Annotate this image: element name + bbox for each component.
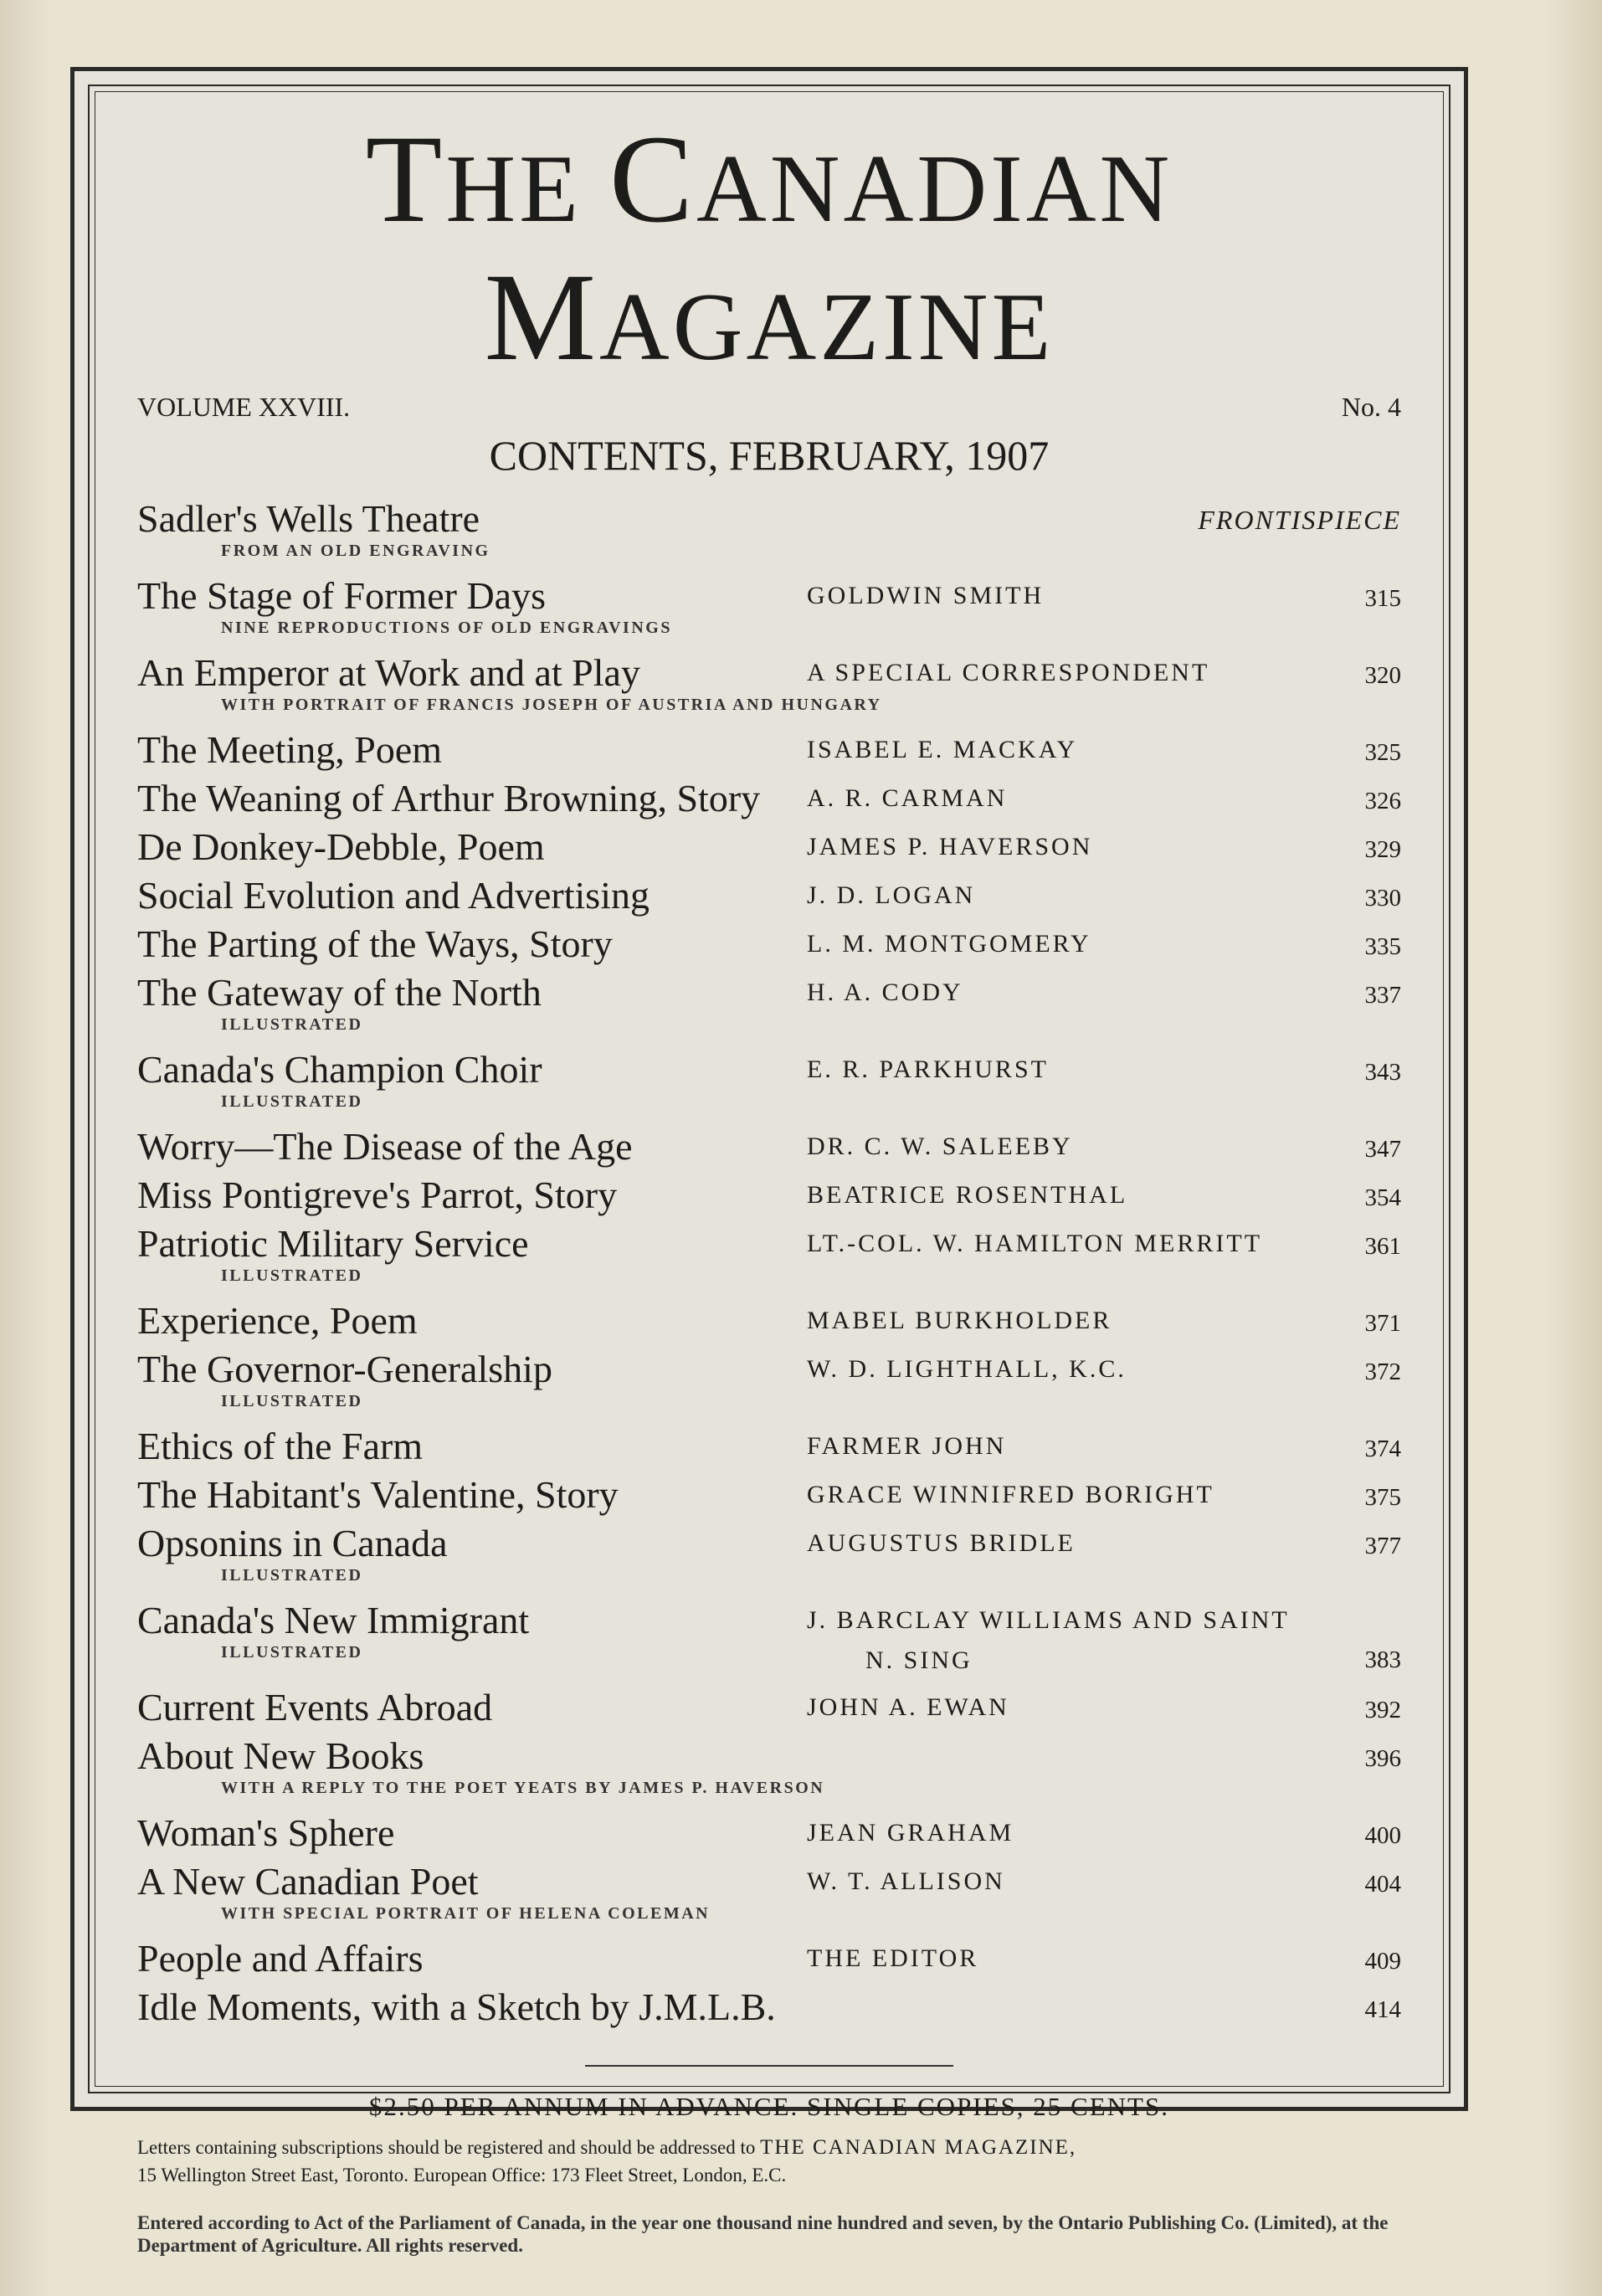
- entry-title: The Parting of the Ways, Story: [137, 922, 613, 965]
- entry-author: FARMER JOHN: [807, 1432, 1007, 1460]
- issue-number: No. 4: [1341, 392, 1401, 422]
- entry-title: De Donkey-Debble, Poem: [137, 825, 545, 868]
- entry-page-number: 329: [1364, 836, 1401, 863]
- contents-entry: [137, 1598, 1401, 1685]
- entry-author: JAMES P. HAVERSON: [807, 833, 1093, 860]
- contents-entry: [137, 727, 1401, 776]
- entry-page-number: 347: [1364, 1136, 1401, 1163]
- entry-title: Miss Pontigreve's Parrot, Story: [137, 1174, 618, 1216]
- entry-author: JOHN A. EWAN: [807, 1693, 1009, 1721]
- magazine-masthead: [137, 110, 1401, 387]
- entry-page-number: 326: [1364, 788, 1401, 814]
- contents-entry: [137, 1811, 1401, 1859]
- entry-page-number: 361: [1364, 1233, 1401, 1260]
- entry-author: H. A. CODY: [807, 978, 963, 1006]
- entry-author: E. R. PARKHURST: [807, 1056, 1049, 1083]
- entry-page-number: 375: [1364, 1484, 1401, 1511]
- contents-entry: [137, 1521, 1401, 1598]
- entry-title: Patriotic Military Service: [137, 1222, 529, 1265]
- entry-page-number: 392: [1364, 1697, 1401, 1723]
- contents-entry: [137, 922, 1401, 970]
- entry-author: THE EDITOR: [807, 1944, 979, 1972]
- contents-entry: [137, 650, 1401, 727]
- copyright-notice: Entered according to Act of the Parliament of Canada, in the year one thousand nine hundred and seven, by the Ontario Publishing Co. (Limited), at the Department of Agriculture. All rights reserved.: [137, 2211, 1389, 2257]
- entry-author: W. D. LIGHTHALL, K.C.: [807, 1355, 1127, 1383]
- entry-page-number: 343: [1364, 1059, 1401, 1086]
- entry-author: L. M. MONTGOMERY: [807, 930, 1091, 958]
- masthead-initial-m: M: [484, 248, 599, 387]
- entry-author-continued: N. SING: [865, 1646, 973, 1674]
- page-right-edge: [1543, 0, 1602, 2296]
- contents-entry: [137, 1173, 1401, 1221]
- entry-page-number: 315: [1364, 585, 1401, 612]
- entry-author: GRACE WINNIFRED BORIGHT: [807, 1481, 1214, 1508]
- entry-title: An Emperor at Work and at Play: [137, 651, 640, 694]
- entry-author: W. T. ALLISON: [807, 1867, 1005, 1895]
- entry-subtitle: WITH SPECIAL PORTRAIT OF HELENA COLEMAN: [221, 1904, 711, 1923]
- contents-entry: [137, 1124, 1401, 1173]
- masthead-word-canadian: ANADIAN: [696, 136, 1173, 243]
- entry-page-number: 320: [1364, 662, 1401, 689]
- contents-entry: [137, 1424, 1401, 1472]
- subscription-price: $2.50 PER ANNUM IN ADVANCE. SINGLE COPIES, 25 CENTS.: [368, 2092, 1169, 2121]
- entry-author: JEAN GRAHAM: [807, 1819, 1014, 1847]
- entry-title: The Weaning of Arthur Browning, Story: [137, 777, 761, 819]
- entry-title: Idle Moments, with a Sketch by J.M.L.B.: [137, 1985, 776, 2028]
- contents-list: [137, 496, 1401, 2033]
- subscription-note-text: Letters containing subscriptions should be registered and should be addressed to: [137, 2137, 756, 2158]
- volume-label: VOLUME XXVIII.: [137, 392, 351, 422]
- entry-subtitle: FROM AN OLD ENGRAVING: [221, 542, 490, 560]
- entry-subtitle: ILLUSTRATED: [221, 1643, 363, 1662]
- entry-title: Canada's Champion Choir: [137, 1048, 542, 1091]
- entry-title: Opsonins in Canada: [137, 1522, 448, 1564]
- entry-page-number: 337: [1364, 982, 1401, 1009]
- entry-title: The Meeting, Poem: [137, 728, 443, 771]
- entry-page-number: 404: [1364, 1871, 1401, 1898]
- contents-entry: [137, 1221, 1401, 1298]
- entry-title: Woman's Sphere: [137, 1811, 395, 1854]
- entry-page-number: 414: [1364, 1996, 1401, 2023]
- entry-author: A. R. CARMAN: [807, 784, 1008, 812]
- entry-title: The Gateway of the North: [137, 971, 542, 1014]
- entry-author: ISABEL E. MACKAY: [807, 736, 1078, 763]
- subscription-note-magazine: THE CANADIAN MAGAZINE,: [760, 2136, 1077, 2159]
- entry-page-number: 335: [1364, 933, 1401, 960]
- contents-entry: [137, 776, 1401, 824]
- entry-page-number: 354: [1364, 1184, 1401, 1211]
- entry-author: GOLDWIN SMITH: [807, 582, 1045, 609]
- entry-title: About New Books: [137, 1734, 424, 1777]
- contents-entry: [137, 1472, 1401, 1521]
- entry-title: The Habitant's Valentine, Story: [137, 1473, 619, 1516]
- entry-subtitle: NINE REPRODUCTIONS OF OLD ENGRAVINGS: [221, 619, 672, 637]
- entry-frontispiece: FRONTISPIECE: [1198, 505, 1401, 535]
- entry-title: Experience, Poem: [137, 1299, 418, 1342]
- entry-author: AUGUSTUS BRIDLE: [807, 1529, 1076, 1557]
- contents-entry: [137, 1859, 1401, 1936]
- contents-entry: [137, 1047, 1401, 1124]
- entry-page-number: 383: [1364, 1646, 1401, 1673]
- contents-entry: [137, 1685, 1401, 1734]
- entry-page-number: 325: [1364, 739, 1401, 766]
- masthead-word-the: HE: [445, 136, 609, 243]
- masthead-word-magazine: AGAZINE: [598, 274, 1055, 381]
- entry-title: People and Affairs: [137, 1937, 424, 1980]
- entry-page-number: 377: [1364, 1533, 1401, 1559]
- entry-author: DR. C. W. SALEEBY: [807, 1133, 1073, 1160]
- entry-title: The Governor-Generalship: [137, 1348, 552, 1390]
- contents-entry: [137, 873, 1401, 922]
- entry-subtitle: WITH A REPLY TO THE POET YEATS BY JAMES P. HAVERSON: [221, 1779, 825, 1797]
- entry-title: Social Evolution and Advertising: [137, 874, 650, 917]
- entry-author: LT.-COL. W. HAMILTON MERRITT: [807, 1230, 1263, 1257]
- entry-title: The Stage of Former Days: [137, 574, 546, 617]
- contents-entry: [137, 824, 1401, 873]
- entry-title: A New Canadian Poet: [137, 1860, 479, 1903]
- entry-author: A SPECIAL CORRESPONDENT: [807, 659, 1210, 686]
- entry-page-number: 372: [1364, 1359, 1401, 1385]
- entry-subtitle: ILLUSTRATED: [221, 1015, 363, 1034]
- contents-entry: [137, 573, 1401, 650]
- page-left-edge: [0, 0, 50, 2296]
- contents-entry: [137, 496, 1401, 573]
- office-addresses: 15 Wellington Street East, Toronto. European Office: 173 Fleet Street, London, E.C.: [137, 2164, 787, 2186]
- entry-page-number: 371: [1364, 1310, 1401, 1337]
- contents-entry: [137, 1734, 1401, 1811]
- footer-divider: [585, 2065, 953, 2067]
- entry-subtitle: ILLUSTRATED: [221, 1266, 363, 1285]
- entry-subtitle: WITH PORTRAIT OF FRANCIS JOSEPH OF AUSTRIA AND HUNGARY: [221, 696, 882, 714]
- entry-title: Ethics of the Farm: [137, 1425, 424, 1467]
- entry-subtitle: ILLUSTRATED: [221, 1092, 363, 1111]
- entry-title: Current Events Abroad: [137, 1686, 493, 1728]
- masthead-initial-c: C: [608, 110, 697, 249]
- entry-subtitle: ILLUSTRATED: [221, 1392, 363, 1410]
- entry-page-number: 330: [1364, 885, 1401, 912]
- contents-entry: [137, 1298, 1401, 1347]
- entry-title: Sadler's Wells Theatre: [137, 497, 480, 540]
- volume-row: [137, 392, 1401, 423]
- entry-title: Worry—The Disease of the Age: [137, 1125, 633, 1168]
- entry-title: Canada's New Immigrant: [137, 1599, 530, 1641]
- entry-author: J. BARCLAY WILLIAMS AND SAINT: [807, 1606, 1290, 1634]
- contents-entry: [137, 1936, 1401, 1985]
- contents-entry: [137, 1347, 1401, 1424]
- entry-author: MABEL BURKHOLDER: [807, 1307, 1112, 1334]
- entry-page-number: 409: [1364, 1948, 1401, 1975]
- contents-entry: [137, 970, 1401, 1047]
- entry-author: J. D. LOGAN: [807, 881, 976, 909]
- contents-page: [137, 100, 1401, 2257]
- entry-page-number: 400: [1364, 1822, 1401, 1849]
- entry-page-number: 396: [1364, 1745, 1401, 1772]
- subscription-note: [137, 2134, 1401, 2188]
- entry-page-number: 374: [1364, 1436, 1401, 1462]
- entry-subtitle: ILLUSTRATED: [221, 1566, 363, 1585]
- masthead-initial-t: T: [365, 110, 446, 249]
- contents-heading: CONTENTS, FEBRUARY, 1907: [489, 432, 1050, 479]
- entry-author: BEATRICE ROSENTHAL: [807, 1181, 1128, 1209]
- contents-entry: [137, 1985, 1401, 2033]
